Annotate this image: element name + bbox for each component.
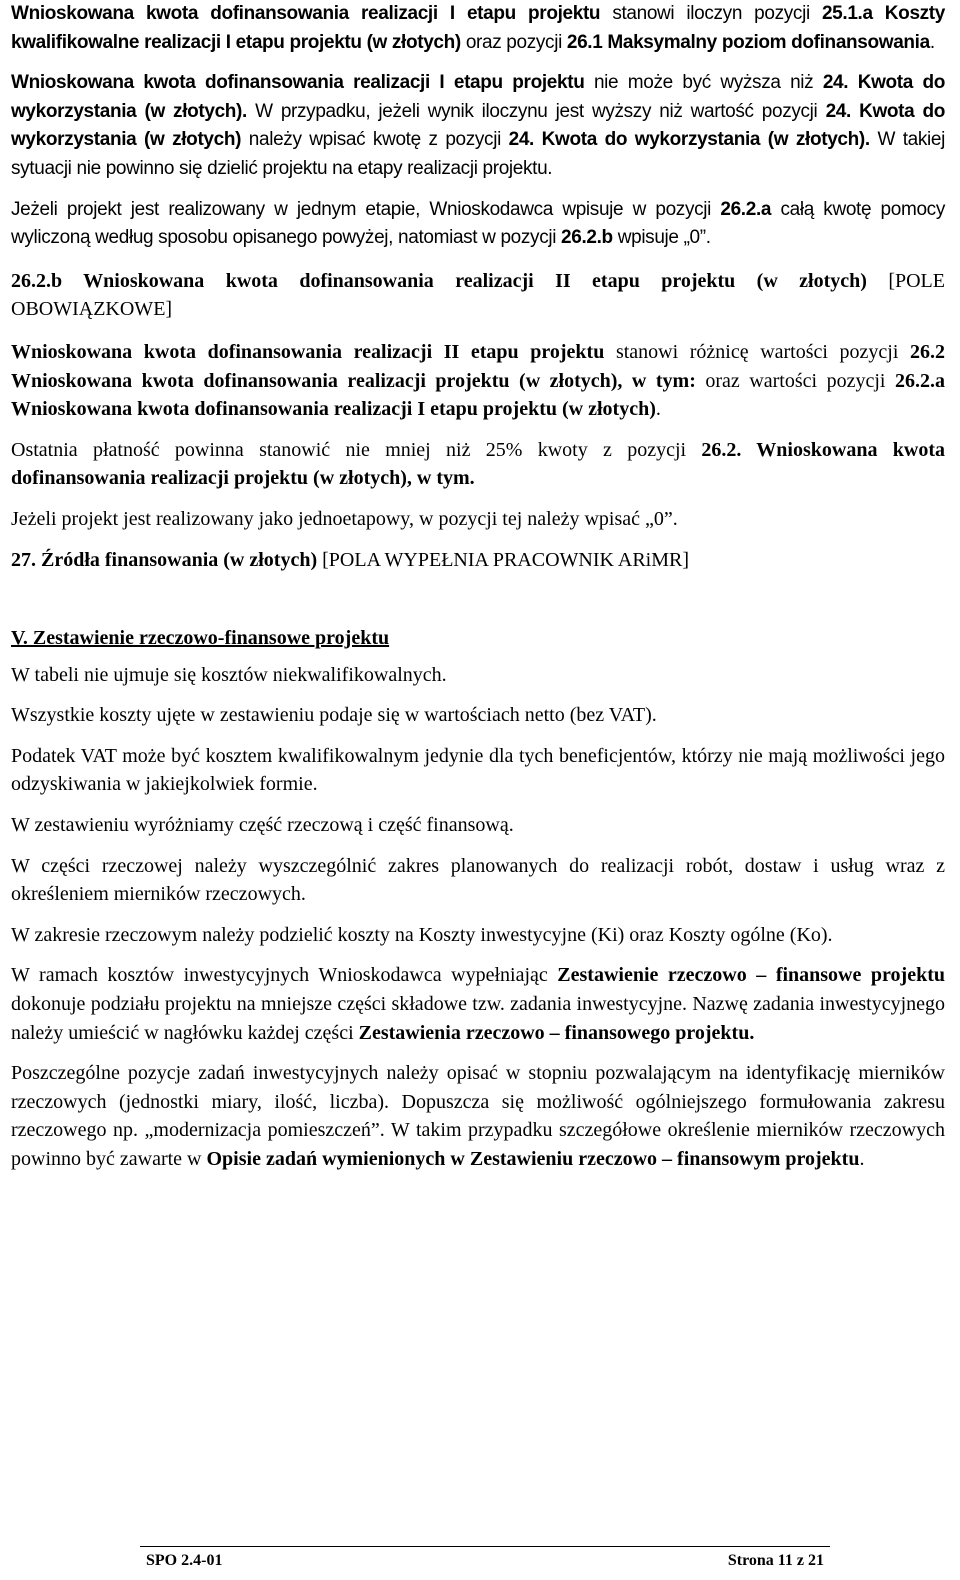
- bold-term: Opisie zadań wymienionych w Zestawieniu rzeczowo – finansowym projektu: [206, 1148, 860, 1170]
- bold-term: 26.2.a: [720, 198, 772, 220]
- text: .: [859, 1148, 865, 1170]
- bold-term: 24. Kwota do wykorzystania (w złotych).: [508, 129, 870, 151]
- text: [POLE OBOWIĄZKOWE]: [11, 269, 945, 321]
- paragraph-koszty-niekwalifikowalne: [11, 661, 945, 690]
- paragraph-etap2-roznica: [11, 338, 945, 424]
- footer-page-number: Strona 11 z 21: [727, 1552, 824, 1569]
- text: nie może być wyższa niż: [584, 72, 823, 94]
- paragraph-jednoetapowy: [11, 505, 945, 534]
- bold-term: Wnioskowana kwota dofinansowania realizacji I etapu projektu: [11, 3, 601, 24]
- text: W tabeli nie ujmuje się kosztów niekwalifikowalnych.: [11, 663, 447, 686]
- bold-term: Wnioskowana kwota dofinansowania realizacji I etapu projektu: [11, 72, 585, 94]
- section-heading: [11, 624, 945, 653]
- paragraph-czesc-rzeczowa: [11, 852, 945, 909]
- text: Podatek VAT może być kosztem kwalifikowalnym jedynie dla tych beneficjentów, którzy nie mają możliwości jego odzyskiwania w jakiejkolwiek formie.: [11, 744, 945, 796]
- bold-term: 26.2 Wnioskowana kwota dofinansowania realizacji projektu (w złotych), w tym:: [11, 340, 945, 392]
- text: należy wpisać kwotę z pozycji: [241, 129, 509, 151]
- text: oraz pozycji: [460, 31, 567, 53]
- text: całą kwotę pomocy wyliczoną według sposobu opisanego powyżej, natomiast w pozycji: [11, 198, 945, 249]
- text: Jeżeli projekt jest realizowany w jednym etapie, Wnioskodawca wpisuje w pozycji: [11, 198, 721, 220]
- text: stanowi różnicę wartości pozycji: [604, 340, 910, 363]
- paragraph-etap1-iloczyn: [11, 0, 945, 57]
- bold-term: Wnioskowana kwota dofinansowania realizacji II etapu projektu: [11, 340, 605, 363]
- field-heading-26-2-b: [11, 267, 945, 324]
- text: W ramach kosztów inwestycyjnych Wnioskodawca wypełniając: [11, 964, 558, 987]
- document-page: [11, 0, 945, 1174]
- paragraph-koszty-inwestycyjne: [11, 961, 945, 1047]
- bold-term: Zestawienia rzeczowo – finansowego projektu.: [358, 1021, 755, 1044]
- paragraph-ostatnia-platnosc: [11, 436, 945, 493]
- paragraph-jeden-etap: [11, 196, 945, 253]
- text: Poszczególne pozycje zadań inwestycyjnych należy opisać w stopniu pozwalającym na identyfikację mierników rzeczowych (jednostki miary, ilość, liczba). Dopuszcza się możliwość ogólniejszego formułowania zakresu rzeczowego np. „modernizacja pomieszczeń”. W takim przypadku szczegółowe określenie mierników rzeczowych powinno być zawarte w: [11, 1062, 945, 1170]
- text: W zestawieniu wyróżniamy część rzeczową i część finansową.: [11, 814, 514, 837]
- bold-term: 24. Kwota do wykorzystania (w złotych): [11, 100, 945, 151]
- text: W części rzeczowej należy wyszczególnić zakres planowanych do realizacji robót, dostaw i usług wraz z określeniem mierników rzeczowych.: [11, 854, 945, 906]
- page-footer: [140, 1546, 830, 1569]
- text: .: [929, 31, 935, 53]
- bold-term: 25.1.a Koszty kwalifikowalne realizacji I etapu projektu (w złotych): [11, 3, 945, 53]
- text: .: [655, 398, 661, 421]
- field-heading-27: [11, 546, 945, 575]
- paragraph-czesci: [11, 811, 945, 840]
- paragraph-netto: [11, 701, 945, 730]
- text: W przypadku, jeżeli wynik iloczynu jest wyższy niż wartość pozycji: [246, 100, 826, 122]
- section-heading-text: V. Zestawienie rzeczowo-finansowe projektu: [11, 627, 390, 650]
- bold-term: 26.2.a Wnioskowana kwota dofinansowania realizacji I etapu projektu (w złotych): [11, 369, 945, 421]
- footer-document-code: SPO 2.4-01: [146, 1552, 223, 1569]
- bold-term: 24. Kwota do wykorzystania (w złotych).: [11, 72, 945, 122]
- bold-term: 27. Źródła finansowania (w złotych): [11, 548, 318, 571]
- text: Wszystkie koszty ujęte w zestawieniu podaje się w wartościach netto (bez VAT).: [11, 704, 657, 727]
- paragraph-pozycje-zadan: [11, 1059, 945, 1173]
- paragraph-etap1-limit: [11, 69, 945, 183]
- bold-term: 26.1 Maksymalny poziom dofinansowania: [566, 31, 930, 53]
- text: dokonuje podziału projektu na mniejsze części składowe tzw. zadania inwestycyjne. Nazwę zadania inwestycyjnego należy umieścić w nagłówku każdej części: [11, 993, 945, 1044]
- text: W zakresie rzeczowym należy podzielić koszty na Koszty inwestycyjne (Ki) oraz Koszty ogólne (Ko).: [11, 923, 833, 946]
- text: stanowi iloczyn pozycji: [600, 3, 822, 24]
- paragraph-vat: [11, 742, 945, 799]
- bold-term: 26.2.b: [561, 227, 613, 249]
- text: wpisuje „0”.: [612, 227, 711, 249]
- text: W takiej sytuacji nie powinno się dzielić projektu na etapy realizacji projektu.: [11, 129, 945, 179]
- bold-term: Zestawienie rzeczowo – finansowe projektu: [557, 964, 945, 987]
- text: [POLA WYPEŁNIA PRACOWNIK ARiMR]: [317, 548, 689, 571]
- text: oraz wartości pozycji: [695, 369, 895, 392]
- bold-term: 26.2. Wnioskowana kwota dofinansowania realizacji projektu (w złotych), w tym.: [11, 438, 945, 490]
- text: Ostatnia płatność powinna stanowić nie mniej niż 25% kwoty z pozycji: [11, 438, 702, 461]
- paragraph-zakres-rzeczowy: [11, 921, 945, 950]
- text: Jeżeli projekt jest realizowany jako jednoetapowy, w pozycji tej należy wpisać „0”.: [11, 507, 678, 530]
- bold-term: 26.2.b Wnioskowana kwota dofinansowania realizacji II etapu projektu (w złotych): [11, 269, 867, 292]
